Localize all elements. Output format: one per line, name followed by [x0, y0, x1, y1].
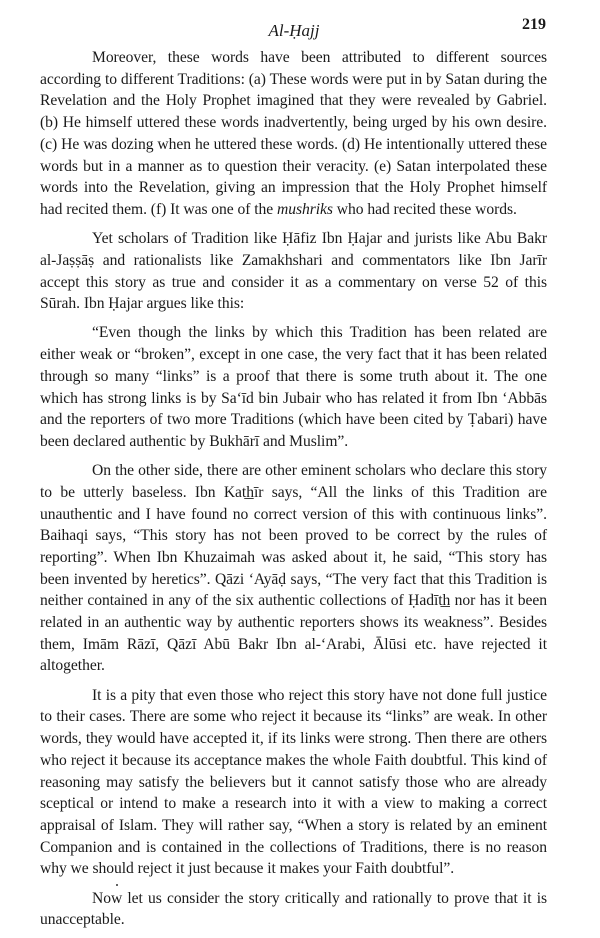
- paragraph-scholars-reject: On the other side, there are other eminent scholars who declare this story to be utterly baseless. Ibn Kat͟hīr says, “All the links of this Tradition are unauthentic and I have found no correct version of this with continuous links”. Baihaqi says, “This story has not been proved to be correct by the rules of reporting”. When Ibn Khuzaimah was asked about it, he said, “This story has been invented by heretics”. Qāzi ‘Ayāḍ says, “The very fact that this Tradition is neither contained in any of the six authentic collections of Ḥadīt͟h nor has it been related in an authentic way by authentic reporters shows its weakness”. Besides them, Imām Rāzī, Qāzī Abū Bakr Ibn al-‘Arabi, Ālūsi etc. have rejected it altogether.: [40, 462, 547, 675]
- running-head: [0, 16, 600, 41]
- page-number: 219: [522, 16, 546, 33]
- body-text: [40, 47, 547, 938]
- paragraph-text: Moreover, these words have been attributed to different sources according to different Traditions: (a) These words were put in by Satan during the Revelation and the Holy Prophet imagined that they were revealed by Gabriel. (b) He himself uttered these words inadvertently, being urged by his own desire. (c) He was dozing when he uttered these words. (d) He intentionally uttered these words but in a manner as to question their veracity. (e) Satan interpolated these words into the Revelation, giving an impression that the Holy Prophet himself had recited them. (f) It was one of the: [40, 49, 547, 218]
- paragraph-scholars-accept: Yet scholars of Tradition like Ḥāfiz Ibn Ḥajar and jurists like Abu Bakr al-Jaṣṣāṣ and rationalists like Zamakhshari and commentators like Ibn Jarīr accept this story as true and consider it as a commentary on verse 52 of this Sūrah. Ibn Ḥajar argues like this:: [40, 230, 547, 313]
- italic-term-mushriks: mushriks: [277, 200, 333, 218]
- paragraph-critique: It is a pity that even those who reject this story have not done full justice to their cases. There are some who reject it because its “links” are weak. In other words, they would have accepted it, if its links were strong. Then there are others who reject it because its acceptance makes the whole Faith doubtful. This kind of reasoning may satisfy the believers but it cannot satisfy those who are already sceptical or intend to make a research into it with a view to making a correct appraisal of Islam. They will rather say, “When a story is related by an eminent Companion and is contained in the collections of Traditions, there is no reason why we should reject it just because it makes your Faith doubtful”.: [40, 686, 547, 878]
- print-speck: [116, 884, 118, 886]
- paragraph-conclusion: Now let us consider the story critically and rationally to prove that it is unacceptable.: [40, 889, 547, 929]
- paragraph-ibn-hajar-quote: “Even though the links by which this Tradition has been related are either weak or “broken”, except in one case, the very fact that it has been related through so many “links” is a proof that there is some truth about it. The one which has strong links is by Sa‘īd bin Jubair who has related it from Ibn ‘Abbās and the reporters of two more Traditions (which have been cited by Ṭabari) have been declared authentic by Bukhārī and Muslim”.: [40, 324, 547, 450]
- running-title: Al-Ḥajj: [268, 21, 320, 40]
- paragraph-attributions: [40, 47, 547, 221]
- paragraph-text: who had recited these words.: [332, 200, 517, 218]
